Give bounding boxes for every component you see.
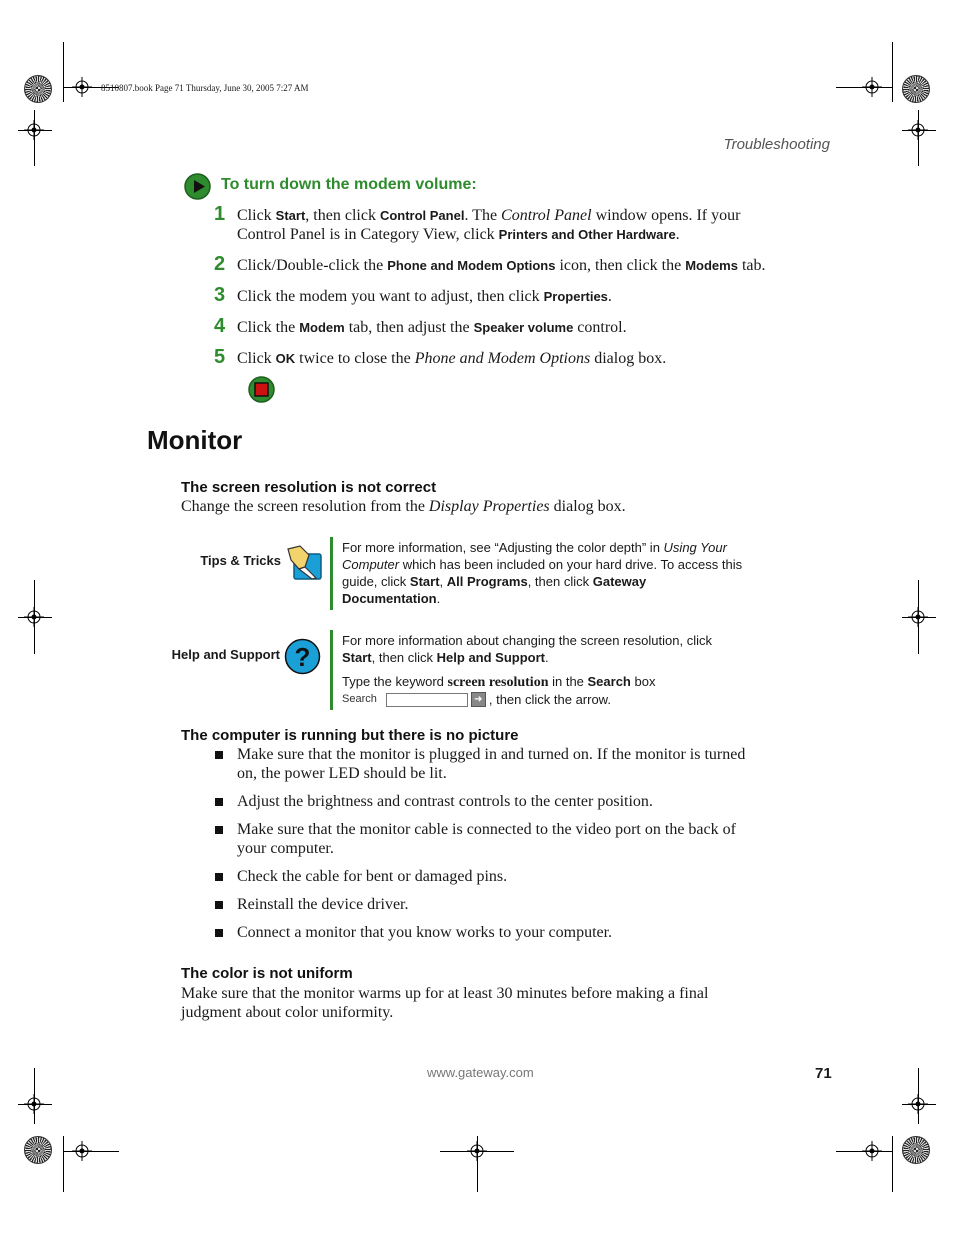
bullet-icon — [215, 929, 223, 937]
subsection-heading: The screen resolution is not correct — [181, 479, 437, 496]
star-target-icon — [24, 1136, 52, 1164]
registration-mark-icon — [72, 77, 92, 97]
registration-mark-icon — [908, 607, 928, 627]
registration-mark-icon — [72, 1141, 92, 1161]
step-text: Click the modem you want to adjust, then click Properties. — [237, 288, 612, 305]
list-item: Reinstall the device driver. — [237, 896, 409, 913]
step-number: 4 — [214, 315, 226, 337]
procedure-title: To turn down the modem volume: — [221, 176, 477, 193]
step-text: Click/Double-click the Phone and Modem Options icon, then click the Modems tab. — [237, 257, 766, 274]
registration-mark-icon — [908, 120, 928, 140]
registration-mark-icon — [862, 1141, 882, 1161]
bullet-icon — [215, 751, 223, 759]
bullet-icon — [215, 901, 223, 909]
step-number: 5 — [214, 346, 226, 368]
help-rule — [330, 630, 333, 710]
help-note: For more information about changing the screen resolution, click Start, then click Help and Support. Type the keyword screen resolution in the Search box Search ➜ , then click the arrow. — [342, 633, 712, 707]
list-item: Adjust the brightness and contrast controls to the center position. — [237, 793, 653, 810]
tips-tricks-icon — [285, 545, 323, 581]
list-item: Make sure that the monitor is plugged in and turned on. If the monitor is turned on, the power LED should be lit. — [237, 746, 746, 782]
help-label: Help and Support — [171, 647, 280, 662]
star-target-icon — [24, 75, 52, 103]
registration-mark-icon — [24, 607, 44, 627]
search-label: Search — [342, 693, 377, 705]
search-input[interactable] — [386, 693, 468, 707]
running-header: Troubleshooting — [723, 136, 830, 153]
stop-icon — [248, 376, 275, 403]
step-number: 2 — [214, 253, 226, 275]
search-go-arrow-icon[interactable]: ➜ — [471, 692, 486, 707]
subsection-heading: The computer is running but there is no picture — [181, 727, 519, 744]
footer-url: www.gateway.com — [427, 1065, 534, 1080]
play-arrow-icon — [184, 173, 211, 200]
registration-mark-icon — [862, 77, 882, 97]
registration-mark-icon — [908, 1094, 928, 1114]
step-text: Click Start, then click Control Panel. The Control Panel window opens. If your Control Panel is in Category View, click Printers and Other Hardware. — [237, 207, 741, 243]
paragraph: Make sure that the monitor warms up for at least 30 minutes before making a final judgment about color uniformity. — [181, 985, 709, 1021]
bullet-icon — [215, 798, 223, 806]
star-target-icon — [902, 75, 930, 103]
help-question-icon — [284, 638, 321, 675]
paragraph: Change the screen resolution from the Display Properties dialog box. — [181, 498, 626, 515]
bullet-icon — [215, 873, 223, 881]
star-target-icon — [902, 1136, 930, 1164]
bullet-icon — [215, 826, 223, 834]
svg-text:?: ? — [294, 642, 311, 672]
page-number: 71 — [815, 1065, 832, 1082]
print-stamp: 8510807.book Page 71 Thursday, June 30, 2005 7:27 AM — [101, 83, 309, 93]
step-number: 3 — [214, 284, 226, 306]
list-item: Make sure that the monitor cable is connected to the video port on the back of your computer. — [237, 821, 736, 857]
list-item: Connect a monitor that you know works to your computer. — [237, 924, 613, 941]
tips-note: For more information, see “Adjusting the color depth” in Using Your Computer which has been included on your hard drive. To access this guide, click Start, All Programs, then click Gateway Documentation. — [342, 540, 743, 606]
registration-mark-icon — [24, 1094, 44, 1114]
tips-rule — [330, 537, 333, 610]
registration-mark-icon — [24, 120, 44, 140]
list-item: Check the cable for bent or damaged pins. — [237, 868, 508, 885]
subsection-heading: The color is not uniform — [181, 965, 353, 982]
section-title: Monitor — [147, 425, 243, 455]
step-text: Click OK twice to close the Phone and Modem Options dialog box. — [237, 350, 667, 367]
step-text: Click the Modem tab, then adjust the Speaker volume control. — [237, 319, 627, 336]
tips-label: Tips & Tricks — [200, 553, 281, 568]
step-number: 1 — [214, 203, 226, 225]
registration-mark-icon — [467, 1141, 487, 1161]
